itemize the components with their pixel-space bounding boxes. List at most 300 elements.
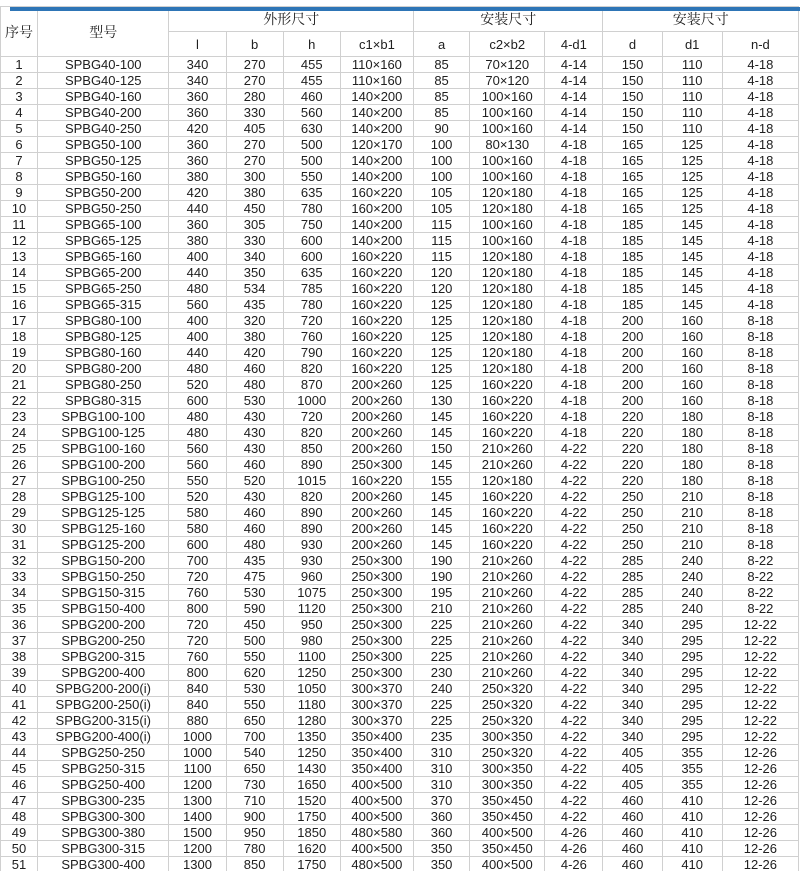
table-row [1, 681, 799, 697]
cell-n-d: 8-22 [722, 569, 798, 585]
cell-l: 560 [169, 441, 226, 457]
cell-l: 840 [169, 681, 226, 697]
cell-b: 320 [226, 313, 283, 329]
cell-h: 1000 [283, 393, 340, 409]
cell-d1: 295 [662, 633, 722, 649]
cell-model: SPBG300-300 [38, 809, 169, 825]
cell-h: 820 [283, 361, 340, 377]
cell-model: SPBG65-200 [38, 265, 169, 281]
cell-h: 460 [283, 89, 340, 105]
cell-c1xb1: 140×200 [340, 233, 413, 249]
cell-b: 435 [226, 297, 283, 313]
cell-n-d: 12-26 [722, 761, 798, 777]
cell-a: 145 [414, 505, 470, 521]
cell-c2xb2: 400×500 [470, 857, 545, 871]
cell-c2xb2: 120×180 [470, 473, 545, 489]
table-row [1, 297, 799, 313]
cell-serial: 11 [1, 217, 38, 233]
cell-l: 720 [169, 633, 226, 649]
cell-l: 1300 [169, 857, 226, 871]
cell-b: 380 [226, 329, 283, 345]
cell-4-d1: 4-18 [545, 345, 603, 361]
cell-serial: 6 [1, 137, 38, 153]
table-row [1, 857, 799, 871]
cell-4-d1: 4-18 [545, 313, 603, 329]
cell-c2xb2: 160×220 [470, 377, 545, 393]
cell-model: SPBG65-315 [38, 297, 169, 313]
cell-d: 285 [603, 553, 662, 569]
cell-n-d: 8-22 [722, 553, 798, 569]
cell-n-d: 4-18 [722, 249, 798, 265]
cell-a: 360 [414, 825, 470, 841]
cell-c2xb2: 100×160 [470, 105, 545, 121]
cell-4-d1: 4-22 [545, 633, 603, 649]
cell-d: 185 [603, 297, 662, 313]
cell-l: 360 [169, 217, 226, 233]
cell-b: 450 [226, 617, 283, 633]
table-row [1, 169, 799, 185]
header-group-outline-dimensions: 外形尺寸 [169, 7, 414, 32]
cell-c2xb2: 250×320 [470, 697, 545, 713]
cell-d: 340 [603, 729, 662, 745]
cell-d1: 295 [662, 713, 722, 729]
cell-4-d1: 4-22 [545, 521, 603, 537]
cell-4-d1: 4-22 [545, 601, 603, 617]
cell-serial: 40 [1, 681, 38, 697]
cell-l: 520 [169, 489, 226, 505]
cell-h: 1280 [283, 713, 340, 729]
cell-n-d: 8-18 [722, 521, 798, 537]
cell-b: 330 [226, 233, 283, 249]
cell-b: 530 [226, 681, 283, 697]
cell-c1xb1: 200×260 [340, 441, 413, 457]
cell-c2xb2: 120×180 [470, 201, 545, 217]
cell-b: 534 [226, 281, 283, 297]
cell-b: 270 [226, 73, 283, 89]
cell-serial: 18 [1, 329, 38, 345]
cell-b: 435 [226, 553, 283, 569]
cell-model: SPBG80-315 [38, 393, 169, 409]
cell-c1xb1: 110×160 [340, 57, 413, 73]
cell-c1xb1: 250×300 [340, 553, 413, 569]
table-row [1, 137, 799, 153]
cell-model: SPBG250-315 [38, 761, 169, 777]
cell-4-d1: 4-22 [545, 809, 603, 825]
cell-n-d: 8-18 [722, 393, 798, 409]
table-row [1, 713, 799, 729]
cell-4-d1: 4-18 [545, 409, 603, 425]
table-row [1, 809, 799, 825]
cell-serial: 32 [1, 553, 38, 569]
cell-c1xb1: 140×200 [340, 169, 413, 185]
cell-h: 1850 [283, 825, 340, 841]
cell-d1: 145 [662, 265, 722, 281]
cell-a: 85 [414, 105, 470, 121]
cell-c2xb2: 160×220 [470, 505, 545, 521]
cell-l: 760 [169, 649, 226, 665]
cell-l: 550 [169, 473, 226, 489]
cell-model: SPBG40-160 [38, 89, 169, 105]
header-l: l [169, 32, 226, 57]
cell-b: 520 [226, 473, 283, 489]
cell-4-d1: 4-22 [545, 745, 603, 761]
cell-h: 1250 [283, 665, 340, 681]
cell-b: 430 [226, 409, 283, 425]
cell-n-d: 12-22 [722, 633, 798, 649]
cell-c1xb1: 110×160 [340, 73, 413, 89]
cell-b: 460 [226, 457, 283, 473]
cell-c2xb2: 210×260 [470, 665, 545, 681]
cell-4-d1: 4-18 [545, 425, 603, 441]
cell-h: 870 [283, 377, 340, 393]
cell-c2xb2: 100×160 [470, 217, 545, 233]
cell-c1xb1: 350×400 [340, 729, 413, 745]
cell-h: 720 [283, 409, 340, 425]
cell-b: 850 [226, 857, 283, 871]
cell-d: 150 [603, 121, 662, 137]
cell-4-d1: 4-18 [545, 265, 603, 281]
cell-b: 270 [226, 57, 283, 73]
cell-b: 420 [226, 345, 283, 361]
cell-4-d1: 4-22 [545, 729, 603, 745]
cell-d: 150 [603, 57, 662, 73]
cell-c2xb2: 160×220 [470, 489, 545, 505]
cell-c2xb2: 100×160 [470, 153, 545, 169]
cell-c1xb1: 160×220 [340, 473, 413, 489]
cell-d: 405 [603, 745, 662, 761]
cell-d: 165 [603, 153, 662, 169]
cell-c2xb2: 160×220 [470, 537, 545, 553]
cell-h: 1430 [283, 761, 340, 777]
cell-d: 150 [603, 73, 662, 89]
cell-serial: 2 [1, 73, 38, 89]
cell-a: 350 [414, 857, 470, 871]
cell-serial: 13 [1, 249, 38, 265]
cell-n-d: 8-18 [722, 457, 798, 473]
cell-n-d: 4-18 [722, 265, 798, 281]
cell-c1xb1: 200×260 [340, 377, 413, 393]
cell-h: 850 [283, 441, 340, 457]
cell-d: 150 [603, 105, 662, 121]
cell-d1: 180 [662, 457, 722, 473]
cell-c1xb1: 160×200 [340, 201, 413, 217]
cell-c1xb1: 350×400 [340, 761, 413, 777]
cell-n-d: 4-18 [722, 169, 798, 185]
cell-c2xb2: 100×160 [470, 121, 545, 137]
table-row [1, 761, 799, 777]
cell-a: 190 [414, 569, 470, 585]
table-row [1, 361, 799, 377]
cell-n-d: 8-18 [722, 377, 798, 393]
cell-c1xb1: 160×220 [340, 249, 413, 265]
cell-4-d1: 4-18 [545, 297, 603, 313]
cell-a: 145 [414, 425, 470, 441]
cell-serial: 1 [1, 57, 38, 73]
cell-4-d1: 4-18 [545, 185, 603, 201]
cell-d1: 240 [662, 585, 722, 601]
cell-a: 350 [414, 841, 470, 857]
cell-d1: 145 [662, 297, 722, 313]
cell-d: 340 [603, 681, 662, 697]
cell-model: SPBG200-250 [38, 633, 169, 649]
cell-h: 930 [283, 553, 340, 569]
cell-serial: 41 [1, 697, 38, 713]
cell-l: 1400 [169, 809, 226, 825]
cell-h: 500 [283, 153, 340, 169]
cell-h: 780 [283, 297, 340, 313]
cell-4-d1: 4-18 [545, 281, 603, 297]
cell-d1: 145 [662, 249, 722, 265]
cell-c2xb2: 210×260 [470, 569, 545, 585]
cell-4-d1: 4-22 [545, 649, 603, 665]
cell-l: 380 [169, 233, 226, 249]
cell-c1xb1: 200×260 [340, 393, 413, 409]
cell-d: 340 [603, 649, 662, 665]
cell-n-d: 12-26 [722, 809, 798, 825]
table-row [1, 105, 799, 121]
cell-c1xb1: 200×260 [340, 521, 413, 537]
cell-l: 1000 [169, 745, 226, 761]
cell-b: 540 [226, 745, 283, 761]
cell-d: 460 [603, 857, 662, 871]
cell-c2xb2: 160×220 [470, 425, 545, 441]
cell-c1xb1: 250×300 [340, 601, 413, 617]
cell-d: 460 [603, 793, 662, 809]
table-row [1, 329, 799, 345]
cell-h: 1075 [283, 585, 340, 601]
table-row [1, 265, 799, 281]
cell-4-d1: 4-18 [545, 393, 603, 409]
cell-l: 560 [169, 297, 226, 313]
cell-c2xb2: 350×450 [470, 841, 545, 857]
cell-l: 1000 [169, 729, 226, 745]
cell-h: 635 [283, 185, 340, 201]
cell-d1: 295 [662, 649, 722, 665]
cell-b: 270 [226, 137, 283, 153]
cell-model: SPBG100-125 [38, 425, 169, 441]
cell-c2xb2: 250×320 [470, 681, 545, 697]
table-row [1, 569, 799, 585]
cell-c2xb2: 300×350 [470, 761, 545, 777]
table-row [1, 217, 799, 233]
cell-model: SPBG200-200(i) [38, 681, 169, 697]
table-row [1, 825, 799, 841]
cell-c1xb1: 160×220 [340, 185, 413, 201]
cell-model: SPBG100-100 [38, 409, 169, 425]
cell-serial: 31 [1, 537, 38, 553]
cell-l: 400 [169, 313, 226, 329]
cell-model: SPBG65-160 [38, 249, 169, 265]
cell-h: 960 [283, 569, 340, 585]
cell-h: 550 [283, 169, 340, 185]
cell-4-d1: 4-14 [545, 57, 603, 73]
cell-model: SPBG300-315 [38, 841, 169, 857]
cell-h: 890 [283, 521, 340, 537]
cell-c1xb1: 140×200 [340, 217, 413, 233]
cell-model: SPBG125-160 [38, 521, 169, 537]
header-c1xb1: c1×b1 [340, 32, 413, 57]
cell-a: 235 [414, 729, 470, 745]
cell-d: 460 [603, 841, 662, 857]
header-b: b [226, 32, 283, 57]
cell-n-d: 8-18 [722, 441, 798, 457]
cell-d1: 410 [662, 841, 722, 857]
cell-4-d1: 4-22 [545, 569, 603, 585]
cell-d1: 240 [662, 601, 722, 617]
cell-model: SPBG50-250 [38, 201, 169, 217]
cell-c2xb2: 120×180 [470, 281, 545, 297]
cell-c2xb2: 400×500 [470, 825, 545, 841]
cell-d: 200 [603, 361, 662, 377]
header-d1: d1 [662, 32, 722, 57]
cell-b: 780 [226, 841, 283, 857]
cell-serial: 36 [1, 617, 38, 633]
cell-c2xb2: 120×180 [470, 297, 545, 313]
cell-model: SPBG80-200 [38, 361, 169, 377]
cell-n-d: 8-18 [722, 313, 798, 329]
cell-model: SPBG150-250 [38, 569, 169, 585]
cell-serial: 9 [1, 185, 38, 201]
cell-a: 85 [414, 57, 470, 73]
cell-n-d: 4-18 [722, 57, 798, 73]
table-row [1, 57, 799, 73]
table-row [1, 649, 799, 665]
cell-h: 455 [283, 73, 340, 89]
cell-4-d1: 4-18 [545, 233, 603, 249]
cell-c1xb1: 160×220 [340, 281, 413, 297]
cell-a: 145 [414, 537, 470, 553]
header-model: 型号 [38, 7, 169, 57]
cell-d: 200 [603, 377, 662, 393]
cell-4-d1: 4-22 [545, 457, 603, 473]
cell-c2xb2: 70×120 [470, 73, 545, 89]
table-row [1, 745, 799, 761]
cell-c1xb1: 140×200 [340, 105, 413, 121]
cell-b: 430 [226, 425, 283, 441]
cell-a: 310 [414, 761, 470, 777]
cell-d: 285 [603, 585, 662, 601]
table-row [1, 457, 799, 473]
cell-c2xb2: 120×180 [470, 249, 545, 265]
cell-4-d1: 4-18 [545, 361, 603, 377]
cell-d: 405 [603, 777, 662, 793]
cell-b: 280 [226, 89, 283, 105]
cell-a: 225 [414, 633, 470, 649]
cell-b: 590 [226, 601, 283, 617]
cell-4-d1: 4-22 [545, 697, 603, 713]
cell-c2xb2: 120×180 [470, 345, 545, 361]
cell-l: 360 [169, 137, 226, 153]
cell-n-d: 4-18 [722, 89, 798, 105]
cell-h: 980 [283, 633, 340, 649]
cell-l: 580 [169, 521, 226, 537]
cell-b: 430 [226, 489, 283, 505]
cell-model: SPBG200-400 [38, 665, 169, 681]
cell-serial: 43 [1, 729, 38, 745]
cell-l: 400 [169, 329, 226, 345]
table-row [1, 121, 799, 137]
cell-serial: 16 [1, 297, 38, 313]
table-row [1, 489, 799, 505]
cell-c2xb2: 210×260 [470, 457, 545, 473]
cell-4-d1: 4-22 [545, 585, 603, 601]
cell-a: 125 [414, 345, 470, 361]
table-body [1, 57, 799, 871]
cell-n-d: 12-22 [722, 665, 798, 681]
cell-model: SPBG50-200 [38, 185, 169, 201]
cell-c1xb1: 200×260 [340, 489, 413, 505]
cell-h: 1620 [283, 841, 340, 857]
cell-b: 550 [226, 649, 283, 665]
cell-h: 1350 [283, 729, 340, 745]
cell-h: 1100 [283, 649, 340, 665]
cell-d1: 160 [662, 361, 722, 377]
cell-d1: 145 [662, 281, 722, 297]
cell-c2xb2: 120×180 [470, 329, 545, 345]
cell-d: 250 [603, 489, 662, 505]
cell-n-d: 12-22 [722, 697, 798, 713]
cell-serial: 38 [1, 649, 38, 665]
cell-model: SPBG150-315 [38, 585, 169, 601]
cell-serial: 10 [1, 201, 38, 217]
cell-4-d1: 4-18 [545, 217, 603, 233]
cell-n-d: 12-26 [722, 841, 798, 857]
cell-d: 340 [603, 617, 662, 633]
cell-n-d: 4-18 [722, 297, 798, 313]
cell-l: 480 [169, 281, 226, 297]
cell-serial: 33 [1, 569, 38, 585]
cell-d1: 145 [662, 233, 722, 249]
cell-a: 225 [414, 617, 470, 633]
cell-a: 100 [414, 169, 470, 185]
header-h: h [283, 32, 340, 57]
cell-d: 165 [603, 137, 662, 153]
cell-c1xb1: 140×200 [340, 121, 413, 137]
cell-a: 100 [414, 153, 470, 169]
cell-d: 185 [603, 281, 662, 297]
cell-4-d1: 4-22 [545, 713, 603, 729]
cell-b: 550 [226, 697, 283, 713]
table-row [1, 553, 799, 569]
cell-c2xb2: 210×260 [470, 441, 545, 457]
table-row [1, 233, 799, 249]
cell-b: 330 [226, 105, 283, 121]
cell-n-d: 4-18 [722, 137, 798, 153]
cell-l: 360 [169, 105, 226, 121]
cell-d: 340 [603, 665, 662, 681]
cell-4-d1: 4-18 [545, 137, 603, 153]
cell-a: 370 [414, 793, 470, 809]
cell-d1: 160 [662, 329, 722, 345]
cell-a: 310 [414, 745, 470, 761]
cell-n-d: 12-22 [722, 617, 798, 633]
cell-d: 340 [603, 697, 662, 713]
cell-c1xb1: 400×500 [340, 841, 413, 857]
cell-n-d: 12-22 [722, 713, 798, 729]
table-row [1, 505, 799, 521]
cell-d1: 410 [662, 825, 722, 841]
cell-model: SPBG300-400 [38, 857, 169, 871]
cell-h: 785 [283, 281, 340, 297]
cell-b: 460 [226, 521, 283, 537]
table-row [1, 409, 799, 425]
table-row [1, 841, 799, 857]
header-group-install-dimensions-1: 安装尺寸 [414, 7, 603, 32]
cell-n-d: 12-26 [722, 793, 798, 809]
header-group-install-dimensions-2: 安装尺寸 [603, 7, 799, 32]
cell-l: 440 [169, 201, 226, 217]
cell-h: 930 [283, 537, 340, 553]
